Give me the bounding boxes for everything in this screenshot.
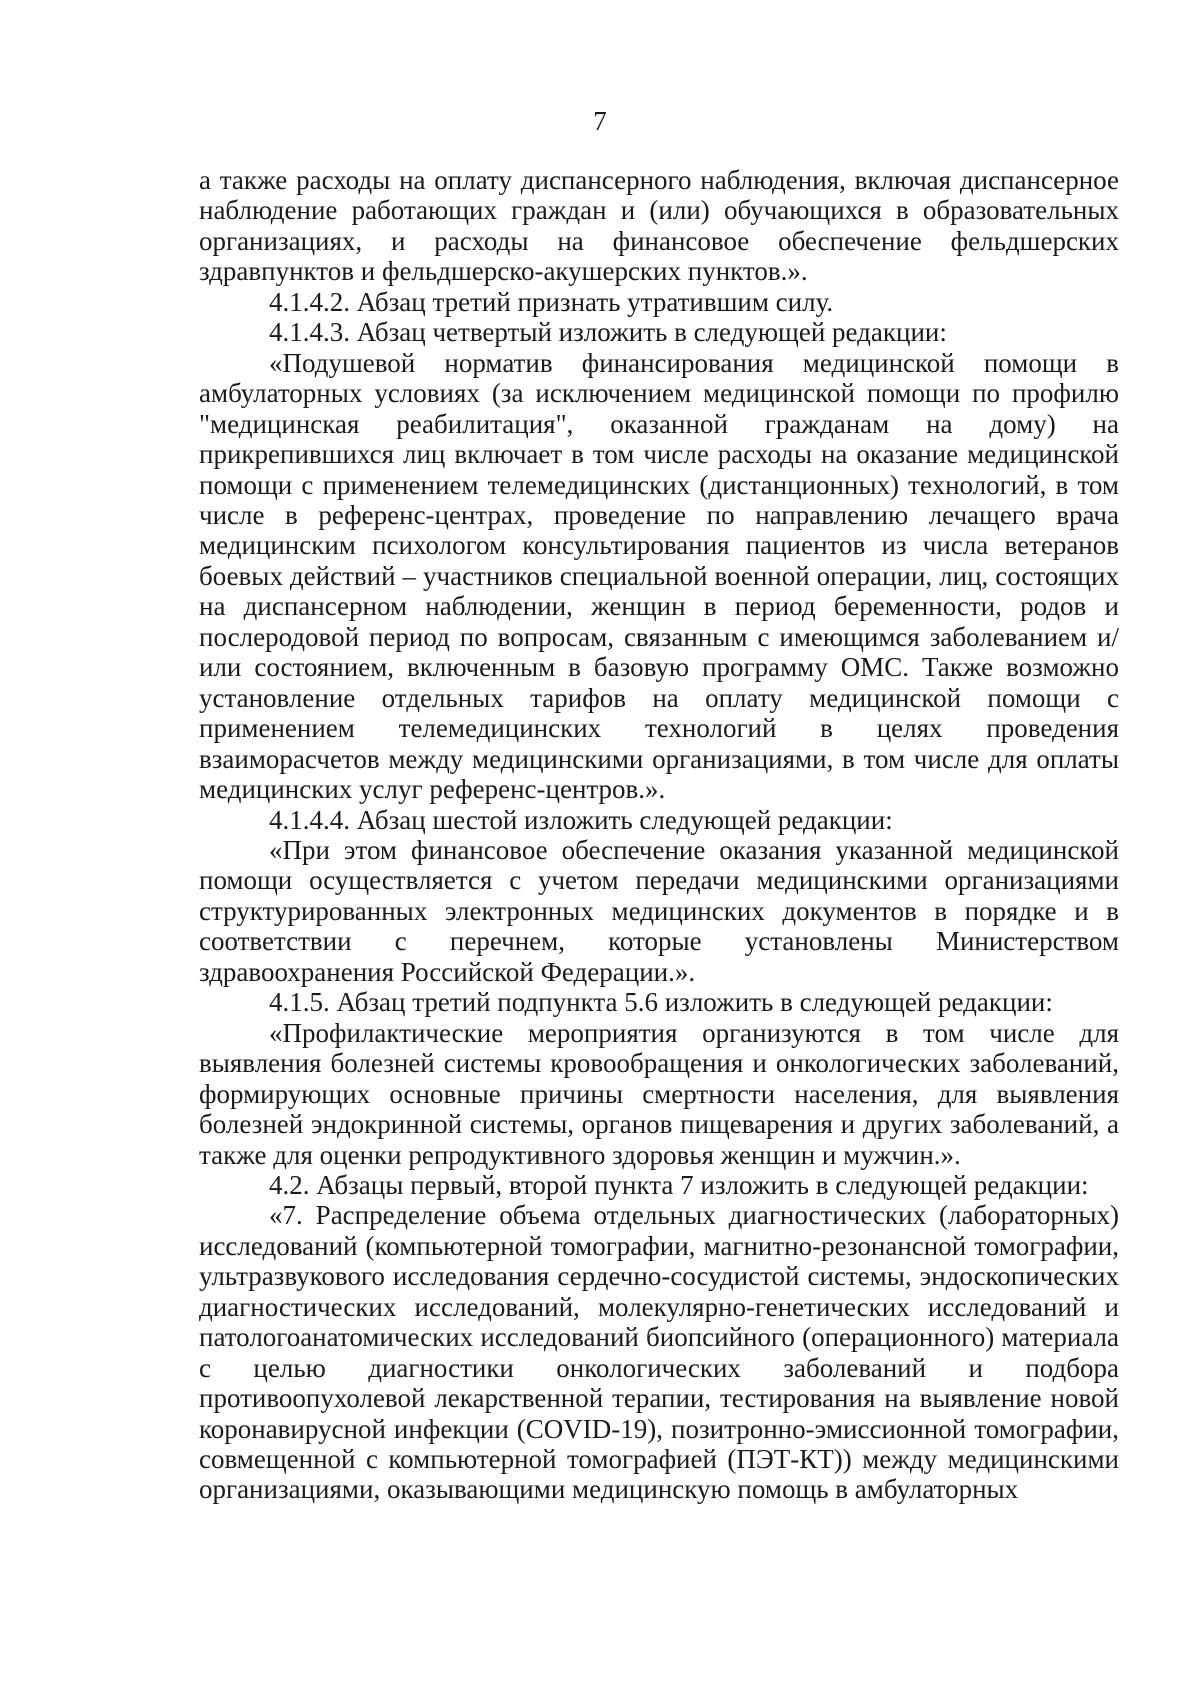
paragraph: «7. Распределение объема отдельных диагностических (лабораторных) исследований (компьютерной томографии, магнитно-резонансной томографии, ультразвукового исследования сердечно-сосудистой системы, эндоскопических диагностических исследований, молекулярно-генетических исследований и патологоанатомических исследований биопсийного (операционного) материала с целью диагностики онкологических заболеваний и подбора противоопухолевой лекарственной терапии, тестирования на выявление новой коронавирусной инфекции (COVID-19), позитронно-эмиссионной томографии, совмещенной с компьютерной томографией (ПЭТ-КТ)) между медицинскими организациями, оказывающими медицинскую помощь в амбулаторных xyxy=(199,1200,1119,1505)
page-number: 7 xyxy=(593,106,607,136)
paragraph: «При этом финансовое обеспечение оказания указанной медицинской помощи осуществляется с учетом передачи медицинскими организациями структурированных электронных медицинских документов в порядке и в соответствии с перечнем, которые установлены Министерством здравоохранения Российской Федерации.». xyxy=(199,834,1119,987)
paragraph: 4.1.4.4. Абзац шестой изложить следующей редакции: xyxy=(269,804,893,835)
paragraph: 4.1.4.3. Абзац четвертый изложить в следующей редакции: xyxy=(269,317,947,348)
paragraph: 4.2. Абзацы первый, второй пункта 7 изложить в следующей редакции: xyxy=(269,1169,1089,1200)
paragraph: 4.1.4.2. Абзац третий признать утратившим силу. xyxy=(269,286,834,317)
paragraph: «Подушевой норматив финансирования медицинской помощи в амбулаторных условиях (за исключением медицинской помощи по профилю "медицинская реабилитация", оказанной гражданам на дому) на прикрепившихся лиц включает в том числе расходы на оказание медицинской помощи с применением телемедицинских (дистанционных) технологий, в том числе в референс-центрах, проведение по направлению лечащего врача медицинским психологом консультирования пациентов из числа ветеранов боевых действий – участников специальной военной операции, лиц, состоящих на диспансерном наблюдении, женщин в период беременности, родов и послеродовой период по вопросам, связанным с имеющимся заболеванием и/или состоянием, включенным в базовую программу ОМС. Также возможно установление отдельных тарифов на оплату медицинской помощи с применением телемедицинских технологий в целях проведения взаиморасчетов между медицинскими организациями, в том числе для оплаты медицинских услуг референс-центров.». xyxy=(199,347,1119,805)
paragraph: а также расходы на оплату диспансерного наблюдения, включая диспансерное наблюдение работающих граждан и (или) обучающихся в образовательных организациях, и расходы на финансовое обеспечение фельдшерских здравпунктов и фельдшерско-акушерских пунктов.». xyxy=(199,165,1119,287)
paragraph: 4.1.5. Абзац третий подпункта 5.6 изложить в следующей редакции: xyxy=(269,987,1053,1018)
paragraph: «Профилактические мероприятия организуются в том числе для выявления болезней системы кровообращения и онкологических заболеваний, формирующих основные причины смертности населения, для выявления болезней эндокринной системы, органов пищеварения и других заболеваний, а также для оценки репродуктивного здоровья женщин и мужчин.». xyxy=(199,1017,1119,1170)
document-body xyxy=(199,165,1119,1505)
